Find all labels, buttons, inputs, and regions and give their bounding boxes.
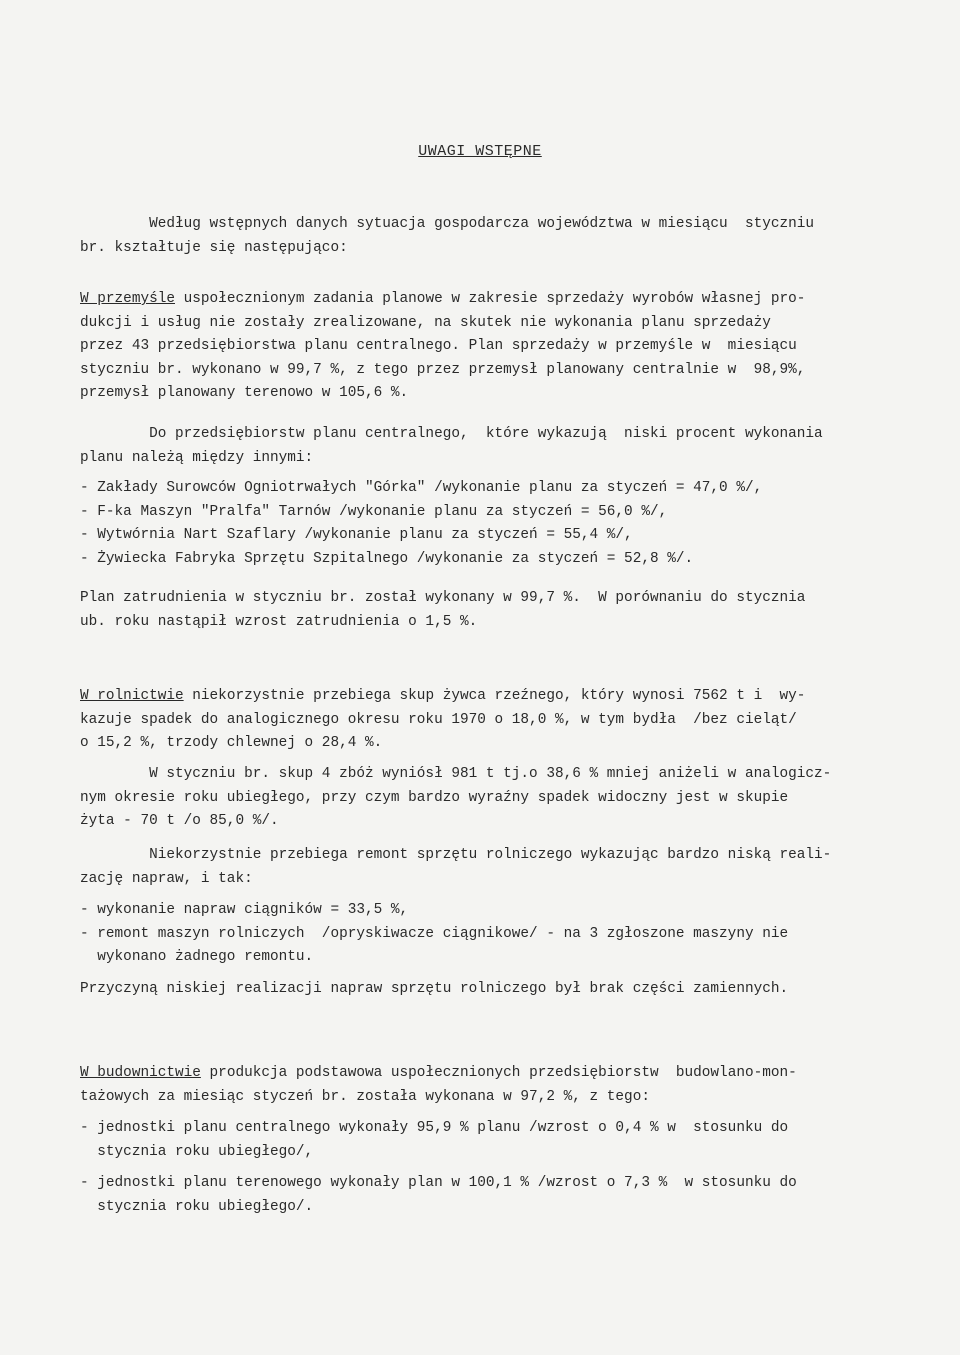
list-item: stycznia roku ubiegłego/.: [80, 1198, 314, 1215]
text-line: kazuje spadek do analogicznego okresu roku 1970 o 18,0 %, w tym bydła /bez cieląt/: [80, 711, 797, 728]
industry-paragraph: [80, 288, 900, 406]
text-line: W rolnictwie niekorzystnie przebiega skup żywca rzeźnego, który wynosi 7562 t i wy-: [80, 688, 806, 704]
text-line: W styczniu br. skup 4 zbóż wyniósł 981 t tj.o 38,6 % mniej aniżeli w analogicz-: [80, 766, 832, 782]
section-heading-agriculture: W rolnictwie: [80, 688, 184, 704]
list-item: - Zakłady Surowców Ogniotrwałych "Górka" /wykonanie planu za styczeń = 47,0 %/,: [80, 480, 763, 496]
text-line: przez 43 przedsiębiorstwa planu centralnego. Plan sprzedaży w przemyśle w miesiącu: [80, 338, 797, 354]
list-item: - jednostki planu centralnego wykonały 95,9 % planu /wzrost o 0,4 % w stosunku do: [80, 1120, 789, 1136]
list-item: - jednostki planu terenowego wykonały plan w 100,1 % /wzrost o 7,3 % w stosunku do: [80, 1175, 797, 1191]
enterprises-paragraph: [80, 423, 900, 470]
text-line: nym okresie roku ubiegłego, przy czym bardzo wyraźny spadek widoczny jest w skupie: [80, 789, 789, 806]
construction-item-central: [80, 1117, 900, 1164]
construction-paragraph: [80, 1062, 900, 1109]
text-line: żyta - 70 t /o 85,0 %/.: [80, 813, 279, 829]
text-line: o 15,2 %, trzody chlewnej o 28,4 %.: [80, 735, 383, 751]
text-line: W przemyśle uspołecznionym zadania planowe w zakresie sprzedaży wyrobów własnej pro-: [80, 291, 806, 307]
section-heading-construction: W budownictwie: [80, 1065, 201, 1081]
text-line: Przyczyną niskiej realizacji napraw sprzętu rolniczego był brak części zamiennych.: [80, 981, 789, 997]
text-line: Według wstępnych danych sytuacja gospodarcza województwa w miesiącu styczniu: [80, 216, 815, 232]
list-item: stycznia roku ubiegłego/,: [80, 1143, 314, 1160]
section-heading-industry: W przemyśle: [80, 291, 175, 307]
list-item: - Wytwórnia Nart Szaflary /wykonanie planu za styczeń = 55,4 %/,: [80, 527, 633, 543]
text-line: planu należą między innymi:: [80, 449, 314, 466]
employment-paragraph: [80, 587, 900, 634]
list-item: - wykonanie napraw ciągników = 33,5 %,: [80, 902, 409, 918]
text-line: styczniu br. wykonano w 99,7 %, z tego przez przemysł planowany centralnie w 98,9%,: [80, 361, 806, 378]
repair-list: [80, 899, 900, 970]
enterprises-list: [80, 477, 900, 571]
text-line: br. kształtuje się następująco:: [80, 239, 348, 256]
intro-paragraph: [80, 213, 900, 260]
text-line: tażowych za miesiąc styczeń br. została wykonana w 97,2 %, z tego:: [80, 1088, 650, 1105]
text-line: Plan zatrudnienia w styczniu br. został wykonany w 99,7 %. W porównaniu do stycznia: [80, 590, 806, 606]
text-line: przemysł planowany terenowo w 105,6 %.: [80, 385, 409, 401]
text-line: W budownictwie produkcja podstawowa uspołecznionych przedsiębiorstw budowlano-mon-: [80, 1065, 797, 1081]
list-item: wykonano żadnego remontu.: [80, 949, 314, 965]
list-item: - F-ka Maszyn "Pralfa" Tarnów /wykonanie planu za styczeń = 56,0 %/,: [80, 503, 668, 520]
text-line: Do przedsiębiorstw planu centralnego, które wykazują niski procent wykonania: [80, 426, 823, 442]
construction-item-local: [80, 1172, 900, 1219]
text-line: zację napraw, i tak:: [80, 870, 253, 887]
repair-paragraph: [80, 844, 900, 891]
agriculture-paragraph: [80, 685, 900, 756]
page-title: UWAGI WSTĘPNE: [418, 143, 542, 160]
list-item: - Żywiecka Fabryka Sprzętu Szpitalnego /wykonanie za styczeń = 52,8 %/.: [80, 550, 694, 567]
cause-paragraph: [80, 978, 900, 1002]
text-line: dukcji i usług nie zostały zrealizowane, na skutek nie wykonania planu sprzedaży: [80, 314, 771, 331]
text-line: Niekorzystnie przebiega remont sprzętu rolniczego wykazując bardzo niską reali-: [80, 847, 832, 863]
list-item: - remont maszyn rolniczych /opryskiwacze ciągnikowe/ - na 3 zgłoszone maszyny nie: [80, 925, 789, 942]
text-line: ub. roku nastąpił wzrost zatrudnienia o 1,5 %.: [80, 613, 478, 630]
grain-paragraph: [80, 763, 900, 834]
